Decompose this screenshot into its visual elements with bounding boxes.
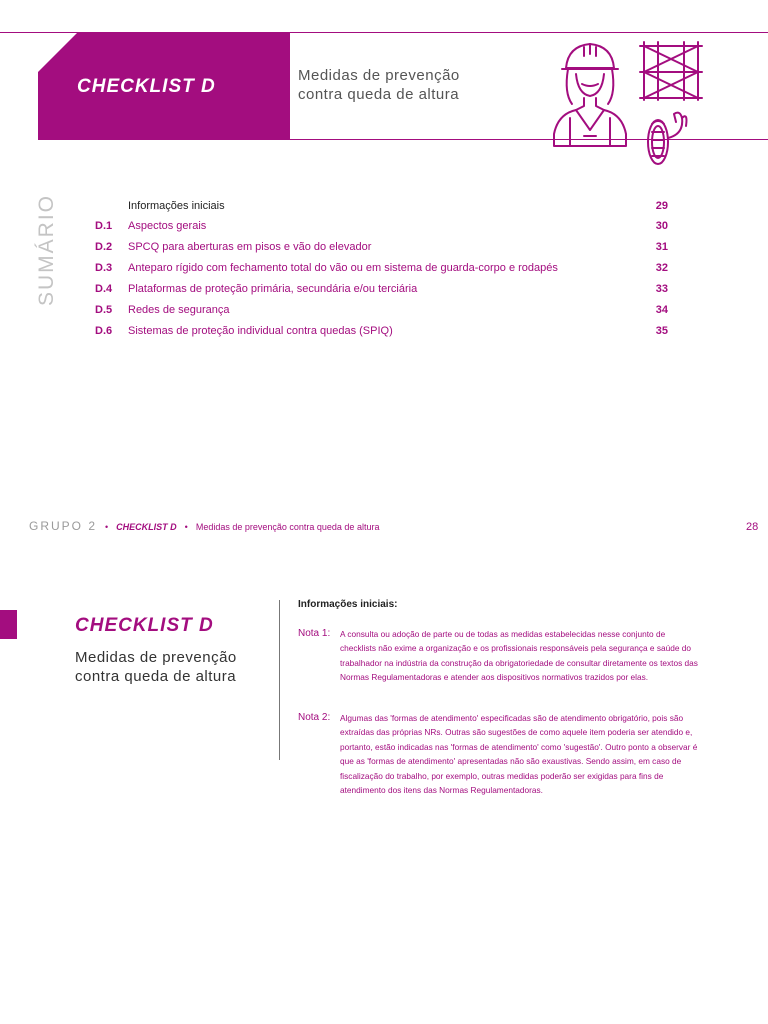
page-edge-marker: [0, 610, 17, 639]
toc-label: Plataformas de proteção primária, secundária e/ou terciária: [128, 283, 418, 295]
toc-row-d4[interactable]: [95, 283, 668, 303]
footer-page-number: 28: [746, 521, 759, 533]
header-checklist-title: CHECKLIST D: [77, 76, 216, 97]
toc-page: 35: [655, 325, 668, 337]
vertical-divider: [279, 600, 280, 760]
toc-code: D.6: [95, 325, 113, 337]
header-subtitle-line2: contra queda de altura: [298, 86, 460, 103]
toc-page: 32: [655, 262, 668, 274]
toc-row-d1[interactable]: [95, 220, 668, 240]
toc-page: 29: [655, 200, 668, 212]
footer-bullet: •: [105, 522, 109, 532]
note-text: Algumas das 'formas de atendimento' especificadas são de atendimento obrigatório, pois são extraídas das próprias NRs. Outras são sugestões de como aquele item poderia ser atendido e, portanto, estão indicadas nas 'formas de atendimento' como 'sugestão'. Outro ponto a observar é que as 'formas de atendimento' apresentadas não são exaustivas. Sendo assim, em caso de fiscalização do trabalho, por exemplo, outras medidas poderão ser exigidas para fins de atendimento dos itens das Normas Regulamentadoras.: [340, 713, 698, 796]
worker-safety-illustration-icon: [548, 38, 708, 172]
page-footer: [29, 519, 379, 533]
section-subtitle: [75, 648, 265, 686]
summary-side-label: SUMÁRIO: [35, 193, 58, 307]
toc-label: Sistemas de proteção individual contra quedas (SPIQ): [128, 325, 393, 337]
footer-title: Medidas de prevenção contra queda de altura: [195, 522, 380, 532]
footer-checklist: CHECKLIST D: [116, 522, 177, 532]
section-title: CHECKLIST D: [75, 615, 214, 636]
footer-group: GRUPO 2: [29, 519, 98, 533]
toc-label: SPCQ para aberturas em pisos e vão do elevador: [128, 241, 372, 253]
note-label: Nota 2:: [298, 712, 331, 723]
toc-page: 34: [655, 304, 668, 316]
info-heading: Informações iniciais:: [298, 599, 398, 610]
note-text: A consulta ou adoção de parte ou de todas as medidas estabelecidas nesse conjunto de checklists não exime a organização e os profissionais responsáveis pela segurança e saúde do trabalhador na indústria da construção da obrigatoriedade de consultar diretamente os textos das Normas Regulamentadoras e atender aos dispositivos normativos trazidos por elas.: [340, 629, 698, 683]
toc-label: Anteparo rígido com fechamento total do vão ou em sistema de guarda-corpo e rodapés: [128, 262, 558, 274]
toc-code: D.3: [95, 262, 113, 274]
toc-row-d6[interactable]: [95, 325, 668, 345]
toc-page: 31: [655, 241, 668, 253]
toc-row-d5[interactable]: [95, 304, 668, 324]
footer-bullet: •: [184, 522, 188, 532]
header-subtitle-line1: Medidas de prevenção: [298, 67, 460, 84]
toc-code: D.2: [95, 241, 113, 253]
toc-row-d3[interactable]: [95, 262, 668, 282]
section-subtitle-line1: Medidas de prevenção: [75, 649, 237, 666]
toc-page: 33: [655, 283, 668, 295]
toc-page: 30: [655, 220, 668, 232]
section-subtitle-line2: contra queda de altura: [75, 668, 237, 685]
toc-label: Informações iniciais: [128, 200, 225, 212]
header-subtitle: [298, 66, 498, 104]
toc-row-intro[interactable]: [95, 200, 668, 220]
toc-code: D.1: [95, 220, 113, 232]
note-label: Nota 1:: [298, 628, 331, 639]
toc-row-d2[interactable]: [95, 241, 668, 261]
toc-code: D.5: [95, 304, 113, 316]
toc-code: D.4: [95, 283, 113, 295]
toc-label: Aspectos gerais: [128, 220, 207, 232]
toc-label: Redes de segurança: [128, 304, 230, 316]
